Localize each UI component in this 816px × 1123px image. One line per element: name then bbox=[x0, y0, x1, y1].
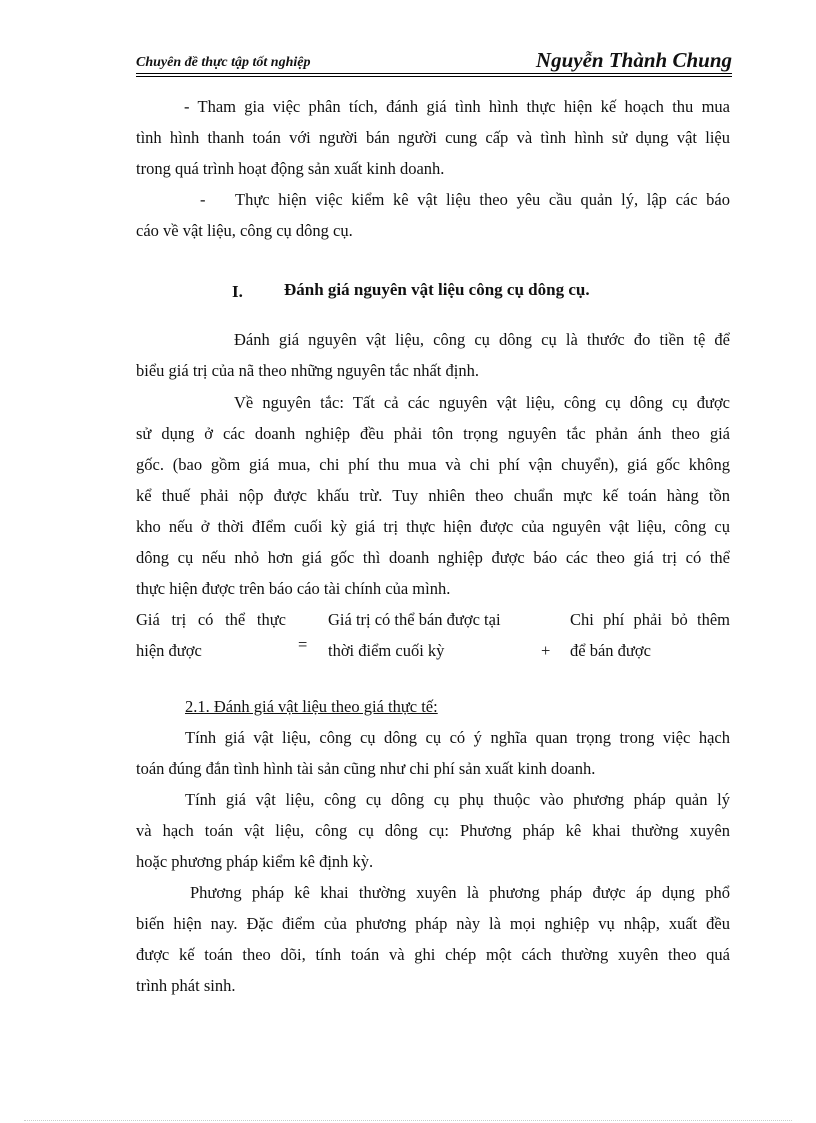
paragraph-5-line: toán đúng đắn tình hình tài sản cũng như chi phí sản xuất kinh doanh. bbox=[136, 759, 596, 778]
paragraph-6-line: và hạch toán vật liệu, công cụ dông cụ: Phương pháp kê khai thường xuyên bbox=[136, 821, 730, 840]
paragraph-4-line: kho nếu ở thời đIểm cuối kỳ giá trị thực hiện được của nguyên vật liệu, công cụ bbox=[136, 517, 730, 536]
section-number: I. bbox=[232, 282, 243, 301]
header-document-title: Chuyên đề thực tập tốt nghiệp bbox=[136, 55, 311, 70]
section-title: Đánh giá nguyên vật liệu công cụ dông cụ. bbox=[284, 280, 590, 299]
paragraph-7-line: được kế toán theo dõi, tính toán và ghi chép một cách thường xuyên theo quá bbox=[136, 945, 730, 964]
paragraph-7-line: Phương pháp kê khai thường xuyên là phương pháp được áp dụng phổ bbox=[190, 883, 730, 902]
paragraph-2-marker: - bbox=[200, 190, 206, 209]
formula-equals-sign: = bbox=[298, 635, 308, 654]
paragraph-7-line: trình phát sinh. bbox=[136, 976, 236, 995]
formula-middle-term: thời điểm cuối kỳ bbox=[328, 641, 445, 660]
paragraph-1-line: tình hình thanh toán với người bán người cung cấp và tình hình sử dụng vật liệu bbox=[136, 128, 730, 147]
formula-left-term: Giá trị có thể thực bbox=[136, 610, 286, 629]
paragraph-3-line: Đánh giá nguyên vật liệu, công cụ dông cụ là thước đo tiền tệ để bbox=[234, 330, 730, 349]
header-rule-double bbox=[136, 76, 732, 77]
page-bottom-dotted-border bbox=[24, 1120, 792, 1121]
paragraph-3-line: biểu giá trị của nã theo những nguyên tắc nhất định. bbox=[136, 361, 479, 380]
paragraph-2-line: Thực hiện việc kiểm kê vật liệu theo yêu cầu quản lý, lập các báo bbox=[235, 190, 730, 209]
formula-left-term: hiện được bbox=[136, 641, 202, 660]
paragraph-4-line: dông cụ nếu nhỏ hơn giá gốc thì doanh nghiệp được báo các theo giá trị có thể bbox=[136, 548, 730, 567]
paragraph-4-line: kể thuế phải nộp được khấu trừ. Tuy nhiên theo chuẩn mực kế toán hàng tồn bbox=[136, 486, 730, 505]
paragraph-4-line: Về nguyên tắc: Tất cả các nguyên vật liệu, công cụ dông cụ được bbox=[234, 393, 730, 412]
formula-middle-term: Giá trị có thể bán được tại bbox=[328, 610, 501, 629]
paragraph-4-line: thực hiện được trên báo cáo tài chính của mình. bbox=[136, 579, 451, 598]
header-author-name: Nguyễn Thành Chung bbox=[535, 48, 732, 72]
paragraph-1-line: - Tham gia việc phân tích, đánh giá tình hình thực hiện kế hoạch thu mua bbox=[184, 97, 730, 116]
paragraph-4-line: gốc. (bao gồm giá mua, chi phí thu mua và chi phí vận chuyển), giá gốc không bbox=[136, 455, 730, 474]
paragraph-2-line: cáo về vật liệu, công cụ dông cụ. bbox=[136, 221, 353, 240]
subsection-title: 2.1. Đánh giá vật liệu theo giá thực tế: bbox=[185, 697, 438, 716]
paragraph-1-line: trong quá trình hoạt động sản xuất kinh doanh. bbox=[136, 159, 445, 178]
page-header bbox=[136, 44, 732, 74]
formula-plus-sign: + bbox=[541, 641, 551, 660]
paragraph-7-line: biến hiện nay. Đặc điểm của phương pháp này là mọi nghiệp vụ nhập, xuất đều bbox=[136, 914, 730, 933]
formula-right-term: Chi phí phải bỏ thêm bbox=[570, 610, 730, 629]
paragraph-6-line: Tính giá vật liệu, công cụ dông cụ phụ thuộc vào phương pháp quản lý bbox=[185, 790, 730, 809]
header-rule bbox=[136, 73, 732, 74]
formula-right-term: để bán được bbox=[570, 641, 651, 660]
paragraph-4-line: sử dụng ở các doanh nghiệp đều phải tôn trọng nguyên tắc phản ánh theo giá bbox=[136, 424, 730, 443]
paragraph-6-line: hoặc phương pháp kiểm kê định kỳ. bbox=[136, 852, 374, 871]
paragraph-5-line: Tính giá vật liệu, công cụ dông cụ có ý nghĩa quan trọng trong việc hạch bbox=[185, 728, 730, 747]
